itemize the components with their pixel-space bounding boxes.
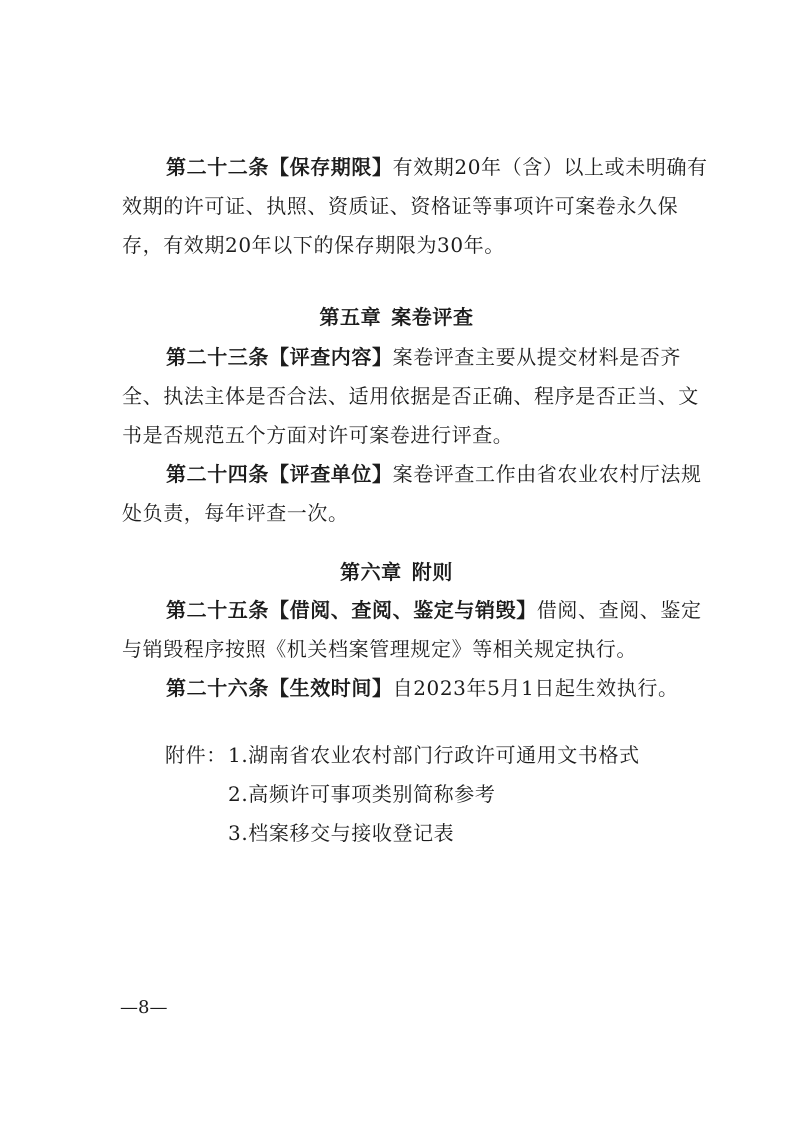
article-22-heading: 第二十二条【保存期限】: [166, 155, 393, 179]
article-23: [122, 338, 712, 455]
article-26: [122, 669, 712, 708]
article-26-heading: 第二十六条【生效时间】: [166, 676, 393, 700]
article-24-heading: 第二十四条【评查单位】: [166, 462, 393, 486]
article-22: [122, 148, 712, 265]
attachment-item: 3.档案移交与接收登记表: [228, 821, 455, 845]
chapter-5-number: 第五章: [319, 305, 382, 329]
page-number: —8—: [120, 997, 168, 1018]
chapter-6-title: [0, 557, 793, 587]
chapter-5-name: 案卷评查: [391, 305, 474, 329]
article-26-body: 自2023年5月1日起生效执行。: [392, 676, 679, 700]
attachments-label: 附件：: [165, 743, 227, 767]
article-24-body: 案卷评查工作由省农业农村厅法规处负责，每年评查一次。: [122, 462, 702, 525]
article-23-body: 案卷评查主要从提交材料是否齐全、执法主体是否合法、适用依据是否正确、程序是否正当、文书是否规范五个方面对许可案卷进行评查。: [122, 345, 699, 447]
article-25: [122, 591, 712, 669]
article-24: [122, 455, 712, 533]
attachment-item: 1.湖南省农业农村部门行政许可通用文书格式: [228, 743, 640, 767]
chapter-6-number: 第六章: [339, 560, 402, 584]
chapter-6-name: 附则: [411, 560, 453, 584]
article-22-body: 有效期20年（含）以上或未明确有效期的许可证、执照、资质证、资格证等事项许可案卷永久保存，有效期20年以下的保存期限为30年。: [122, 155, 708, 257]
article-23-heading: 第二十三条【评查内容】: [166, 345, 393, 369]
article-25-body: 借阅、查阅、鉴定与销毁程序按照《机关档案管理规定》等相关规定执行。: [122, 598, 702, 661]
article-25-heading: 第二十五条【借阅、查阅、鉴定与销毁】: [166, 598, 537, 622]
attachment-item: 2.高频许可事项类别简称参考: [228, 782, 496, 806]
chapter-5-title: [0, 302, 793, 332]
